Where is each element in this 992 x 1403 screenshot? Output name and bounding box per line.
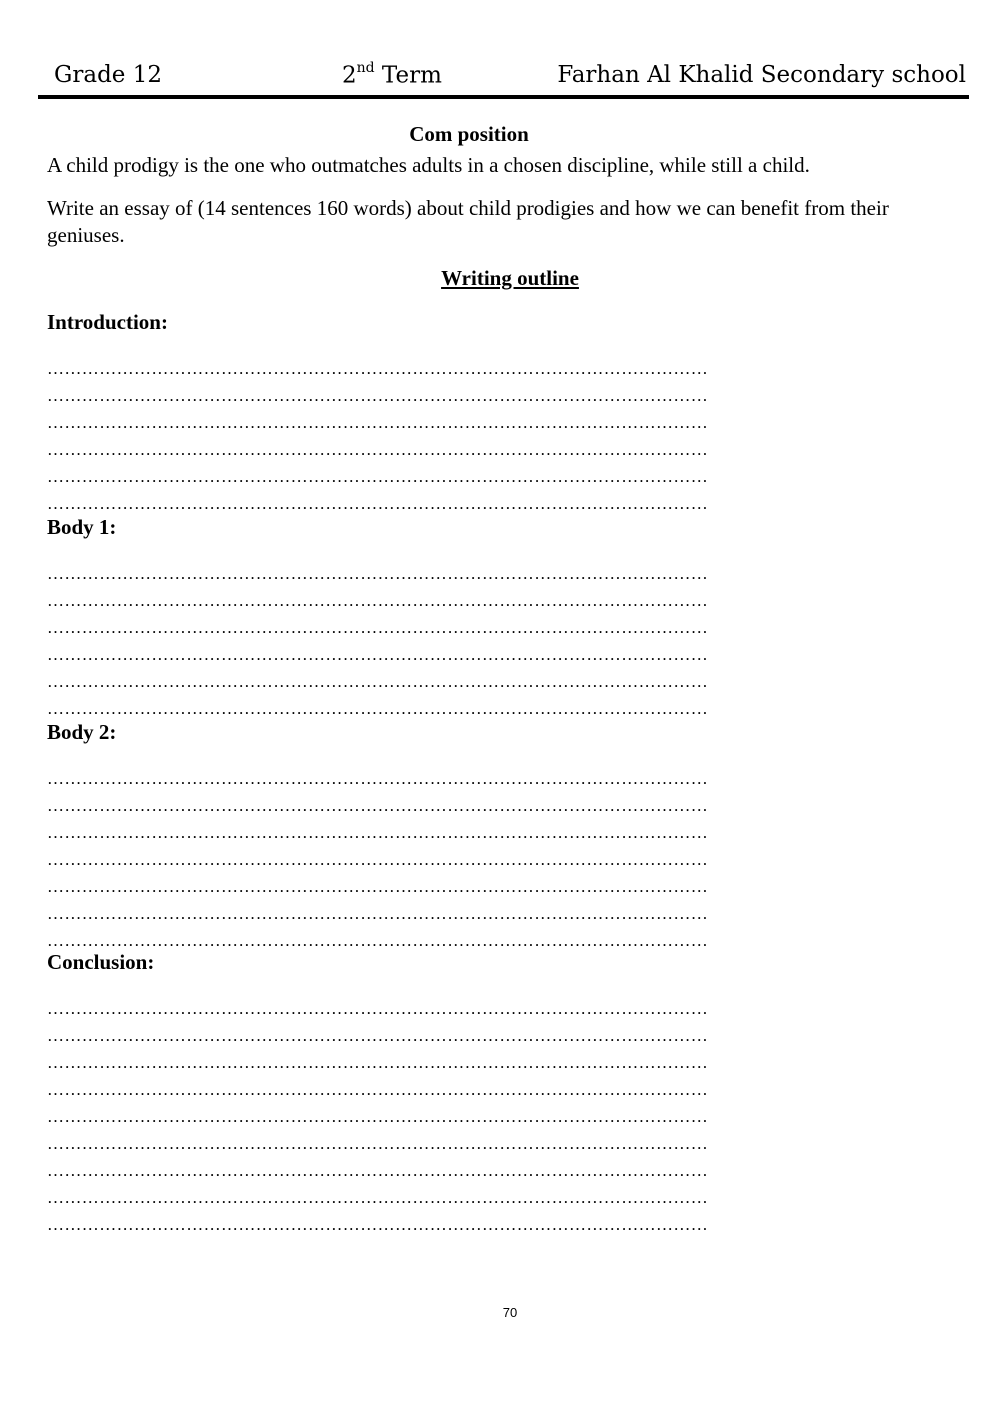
term-number: 2 — [342, 62, 357, 89]
dotted-writing-line[interactable]: …………………………………………………………………………………………………… — [47, 564, 709, 583]
outline-heading: Writing outline — [441, 266, 579, 290]
dotted-writing-line[interactable]: …………………………………………………………………………………………………… — [47, 999, 709, 1018]
dotted-writing-line[interactable]: …………………………………………………………………………………………………… — [47, 931, 709, 950]
dotted-writing-line[interactable]: …………………………………………………………………………………………………… — [47, 699, 709, 718]
dotted-writing-line[interactable]: …………………………………………………………………………………………………… — [47, 1215, 709, 1234]
term-suffix: nd — [356, 60, 375, 76]
dotted-writing-line[interactable]: …………………………………………………………………………………………………… — [47, 850, 709, 869]
dotted-writing-line[interactable]: …………………………………………………………………………………………………… — [47, 386, 709, 405]
dotted-writing-line[interactable]: …………………………………………………………………………………………………… — [47, 413, 709, 432]
dotted-writing-line[interactable]: …………………………………………………………………………………………………… — [47, 1134, 709, 1153]
term-word: Term — [374, 62, 442, 89]
dotted-writing-line[interactable]: …………………………………………………………………………………………………… — [47, 877, 709, 896]
dotted-writing-line[interactable]: …………………………………………………………………………………………………… — [47, 359, 709, 378]
dotted-writing-line[interactable]: …………………………………………………………………………………………………… — [47, 467, 709, 486]
dotted-writing-line[interactable]: …………………………………………………………………………………………………… — [47, 796, 709, 815]
grade-label: Grade 12 — [54, 62, 162, 88]
page-number: 70 — [502, 1305, 518, 1320]
dotted-writing-line[interactable]: …………………………………………………………………………………………………… — [47, 440, 709, 459]
dotted-writing-line[interactable]: …………………………………………………………………………………………………… — [47, 672, 709, 691]
body1-label: Body 1: — [47, 515, 117, 539]
dotted-writing-line[interactable]: …………………………………………………………………………………………………… — [47, 1107, 709, 1126]
dotted-writing-line[interactable]: …………………………………………………………………………………………………… — [47, 591, 709, 610]
dotted-writing-line[interactable]: …………………………………………………………………………………………………… — [47, 494, 709, 513]
dotted-writing-line[interactable]: …………………………………………………………………………………………………… — [47, 618, 709, 637]
dotted-writing-line[interactable]: …………………………………………………………………………………………………… — [47, 769, 709, 788]
dotted-writing-line[interactable]: …………………………………………………………………………………………………… — [47, 1188, 709, 1207]
body2-label: Body 2: — [47, 720, 117, 744]
dotted-writing-line[interactable]: …………………………………………………………………………………………………… — [47, 1161, 709, 1180]
body2-writing-lines[interactable] — [47, 765, 937, 954]
dotted-writing-line[interactable]: …………………………………………………………………………………………………… — [47, 823, 709, 842]
body1-writing-lines[interactable] — [47, 560, 937, 722]
introduction-writing-lines[interactable] — [47, 355, 937, 517]
school-name: Farhan Al Khalid Secondary school — [557, 62, 966, 88]
conclusion-writing-lines[interactable] — [47, 995, 937, 1238]
dotted-writing-line[interactable]: …………………………………………………………………………………………………… — [47, 1080, 709, 1099]
conclusion-label: Conclusion: — [47, 950, 155, 974]
dotted-writing-line[interactable]: …………………………………………………………………………………………………… — [47, 904, 709, 923]
page-title: Com position — [409, 122, 529, 146]
header-rule — [38, 95, 969, 99]
term-label — [342, 62, 442, 89]
task-paragraph: Write an essay of (14 sentences 160 words) about child prodigies and how we can benefit from their geniuses. — [47, 196, 889, 247]
dotted-writing-line[interactable]: …………………………………………………………………………………………………… — [47, 1053, 709, 1072]
dotted-writing-line[interactable]: …………………………………………………………………………………………………… — [47, 1026, 709, 1045]
intro-paragraph: A child prodigy is the one who outmatches adults in a chosen discipline, while still a child. — [47, 153, 810, 177]
introduction-label: Introduction: — [47, 310, 168, 334]
dotted-writing-line[interactable]: …………………………………………………………………………………………………… — [47, 645, 709, 664]
page-header — [40, 58, 968, 96]
